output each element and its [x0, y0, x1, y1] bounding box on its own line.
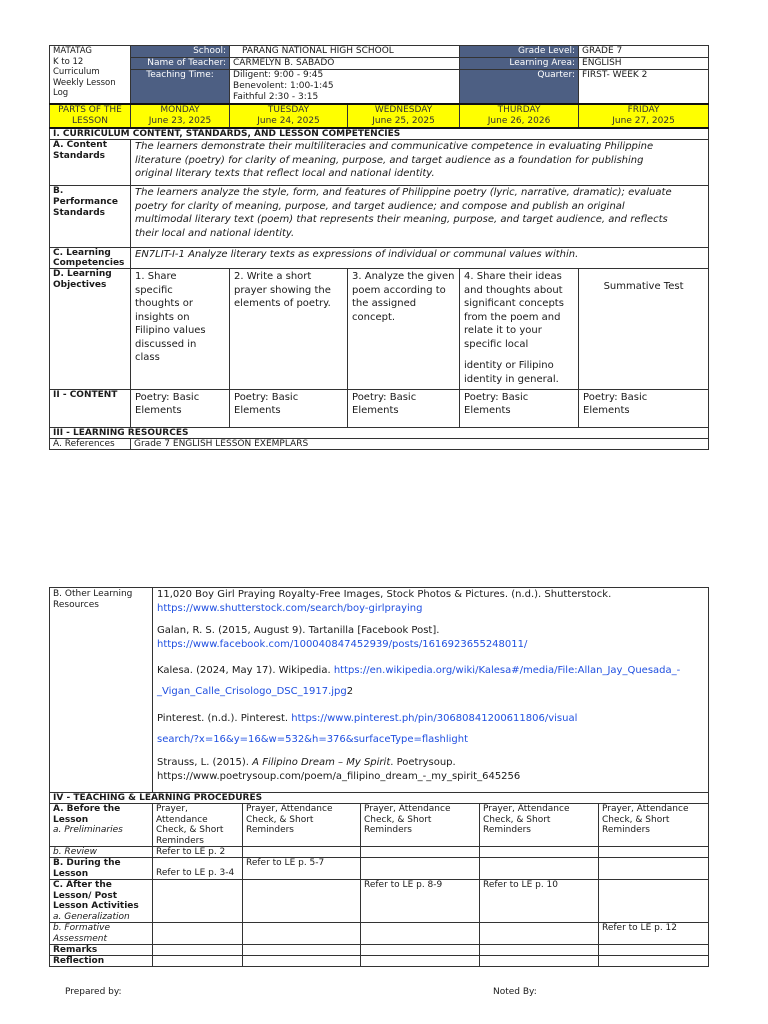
- form-wednesday: [361, 923, 480, 945]
- obj-line: elements of poetry.: [234, 298, 331, 309]
- section3-title: III - LEARNING RESOURCES: [50, 428, 709, 439]
- ref-line: [157, 708, 704, 729]
- gen-wednesday: Refer to LE p. 8-9: [361, 880, 480, 923]
- obj-line: Filipino values: [135, 325, 206, 336]
- prelim-line: Prayer, Attendance: [246, 804, 333, 814]
- label-line: Objectives: [53, 280, 107, 290]
- day-date: June 27, 2025: [612, 116, 675, 126]
- cnt-line: Poetry: Basic: [583, 392, 648, 403]
- competencies-label: [50, 248, 131, 269]
- obj-line: the assigned: [352, 298, 417, 309]
- cnt-line: Poetry: Basic: [234, 392, 299, 403]
- form-friday: Refer to LE p. 12: [599, 923, 709, 945]
- parts-line: LESSON: [72, 116, 108, 126]
- review-thursday: [480, 847, 599, 858]
- during-thursday: [480, 858, 599, 880]
- prelim-tuesday: [243, 804, 361, 847]
- time-label: [131, 70, 230, 105]
- remarks-cell: [361, 945, 480, 956]
- label-line: B. During the: [53, 858, 121, 868]
- prelim-friday: [599, 804, 709, 847]
- prelim-line: Check, & Short: [602, 814, 670, 825]
- quarter-value: FIRST- WEEK 2: [579, 70, 709, 105]
- text-line: multimodal literary text (poem) that represents their meaning, purpose, and target audience, and reflects: [135, 214, 668, 225]
- review-friday: [599, 847, 709, 858]
- parts-line: PARTS OF THE: [58, 105, 122, 115]
- obj-line: 2. Write a short: [234, 271, 312, 282]
- lesson-log-table-page1: [49, 45, 709, 450]
- label-line: b. Formative: [53, 923, 110, 933]
- time-values: [230, 70, 460, 105]
- doc-label-line: MATATAG: [53, 46, 92, 56]
- remarks-cell: [599, 945, 709, 956]
- day-tuesday: [230, 104, 348, 128]
- time-line: Benevolent: 1:00-1:45: [233, 81, 334, 91]
- gen-tuesday: [243, 880, 361, 923]
- day-name: TUESDAY: [267, 105, 310, 115]
- remarks-label: Remarks: [50, 945, 153, 956]
- reflection-label: Reflection: [50, 956, 153, 967]
- competencies-text: EN7LIT-I-1 Analyze literary texts as expressions of individual or communal values within.: [131, 248, 709, 269]
- performance-standards-label: [50, 186, 131, 248]
- ref-link[interactable]: _Vigan_Calle_Crisologo_DSC_1917.jpg: [157, 686, 347, 697]
- ref-line: [157, 756, 704, 770]
- reflection-cell: [361, 956, 480, 967]
- label-line: Competencies: [53, 258, 125, 268]
- review-label: b. Review: [50, 847, 153, 858]
- prelim-line: Reminders: [156, 835, 204, 846]
- reference-entry: [157, 756, 704, 784]
- during-lesson-label: [50, 858, 153, 880]
- label-line: Lesson: [53, 868, 89, 879]
- performance-standards-text: [131, 186, 709, 248]
- label-line: A. Content: [53, 140, 107, 150]
- label-line: a. Preliminaries: [53, 825, 123, 835]
- text-line: The learners analyze the style, form, and features of Philippine poetry (lyric, narrative, dramatic); evaluate: [135, 187, 672, 198]
- content-wednesday: [348, 390, 460, 428]
- ref-text: Kalesa. (2024, May 17). Wikipedia.: [157, 665, 334, 676]
- reflection-cell: [153, 956, 243, 967]
- prelim-line: Prayer, Attendance: [483, 804, 570, 814]
- prelim-line: Prayer, Attendance: [602, 804, 689, 814]
- before-lesson-label: [50, 804, 153, 847]
- day-name: THURDAY: [497, 105, 541, 115]
- day-date: June 23, 2025: [148, 116, 212, 126]
- obj-line: specific: [135, 284, 173, 296]
- prelim-line: Check, & Short: [246, 814, 314, 825]
- day-wednesday: [348, 104, 460, 128]
- objectives-label: [50, 269, 131, 390]
- label-line: A. Before the: [53, 804, 121, 814]
- prelim-thursday: [480, 804, 599, 847]
- reference-entry: [157, 588, 704, 616]
- cnt-line: Elements: [135, 405, 182, 416]
- text-line: their local and national identity.: [135, 227, 295, 239]
- ref-text: 2: [346, 686, 354, 697]
- reflection-cell: [599, 956, 709, 967]
- during-tuesday: Refer to LE p. 5-7: [243, 858, 361, 880]
- day-date: June 25, 2025: [372, 116, 435, 126]
- ref-link[interactable]: https://www.pinterest.ph/pin/30680841200611806/visual: [291, 713, 578, 724]
- ref-link[interactable]: search/?x=16&y=16&w=532&h=376&surfaceType=flashlight: [157, 734, 469, 745]
- prelim-line: Reminders: [246, 825, 294, 835]
- form-thursday: [480, 923, 599, 945]
- remarks-cell: [153, 945, 243, 956]
- day-name: WEDNESDAY: [374, 105, 433, 115]
- text-line: poetry for clarity of meaning, purpose, and target audience; and compose and publish an original: [135, 200, 625, 212]
- prelim-line: Reminders: [483, 825, 531, 835]
- text-line: literature (poetry) for clarity of meaning, purpose, and target audience as a foundation for publishing: [135, 154, 644, 166]
- references-value: Grade 7 ENGLISH LESSON EXEMPLARS: [131, 439, 709, 450]
- day-date: June 26, 2026: [487, 116, 551, 126]
- label-line: a. Generalization: [53, 911, 130, 922]
- content-standards-label: [50, 140, 131, 186]
- obj-line: insights on: [135, 311, 190, 323]
- during-friday: [599, 858, 709, 880]
- text-line: The learners demonstrate their multiliteracies and communicative competence in evaluating Philippine: [135, 141, 654, 152]
- cnt-line: Elements: [583, 405, 630, 416]
- day-date: June 24, 2025: [257, 116, 320, 126]
- ref-link[interactable]: https://en.wikipedia.org/wiki/Kalesa#/media/File:Allan_Jay_Quesada_-: [333, 665, 681, 676]
- ref-line: [157, 660, 704, 681]
- obj-line: and thoughts about: [464, 284, 563, 296]
- school-value: PARANG NATIONAL HIGH SCHOOL: [230, 46, 460, 58]
- obj-line: discussed in: [135, 338, 197, 350]
- objective-wednesday: [348, 269, 460, 390]
- cnt-line: Poetry: Basic: [464, 392, 529, 403]
- reference-entry: [157, 660, 704, 702]
- ref-text: 11,020 Boy Girl Praying Royalty-Free Images, Stock Photos & Pictures. (n.d.). Shutterstock.: [157, 589, 612, 600]
- obj-line: thoughts or: [135, 298, 193, 309]
- during-text: Refer to LE p. 3-4: [156, 868, 235, 878]
- obj-line: poem according to: [352, 284, 446, 296]
- content-friday: [579, 390, 709, 428]
- content-standards-text: [131, 140, 709, 186]
- day-name: MONDAY: [160, 105, 200, 115]
- remarks-cell: [480, 945, 599, 956]
- prelim-line: Check, & Short: [156, 825, 224, 835]
- label-line: Lesson/ Post: [53, 890, 118, 901]
- label-line: Assessment: [53, 933, 107, 944]
- prelim-line: Check, & Short: [364, 814, 432, 825]
- ref-title: A Filipino Dream – My Spirit: [252, 757, 391, 768]
- cnt-line: Poetry: Basic: [135, 392, 200, 403]
- doc-label-line: Weekly Lesson: [53, 77, 116, 88]
- label-line: Standards: [53, 208, 106, 218]
- quarter-label: Quarter:: [460, 70, 579, 105]
- ref-link[interactable]: https://www.shutterstock.com/search/boy-girlpraying: [157, 603, 423, 614]
- doc-label-line: Log: [53, 88, 69, 98]
- label-line: D. Learning: [53, 269, 112, 279]
- obj-line: class: [135, 352, 160, 363]
- obj-line: relate it to your: [464, 325, 542, 336]
- doc-label: [50, 46, 131, 105]
- label-line: Resources: [53, 600, 99, 610]
- obj-line: 1. Share: [135, 271, 177, 282]
- area-value: ENGLISH: [579, 58, 709, 70]
- during-monday: [153, 858, 243, 880]
- time-line: Diligent: 9:00 - 9:45: [233, 70, 324, 80]
- section2-title: II - CONTENT: [50, 390, 131, 428]
- prelim-line: Check, & Short: [483, 814, 551, 825]
- time-line: Faithful 2:30 - 3:15: [233, 92, 319, 102]
- objective-thursday: [460, 269, 579, 390]
- obj-line: significant concepts: [464, 298, 564, 309]
- reference-entry: [157, 708, 704, 750]
- parts-header: [50, 104, 131, 128]
- label-line: B. Performance: [53, 186, 118, 207]
- text-line: original literary texts that reflect local and national identity.: [135, 168, 435, 179]
- prelim-wednesday: [361, 804, 480, 847]
- prelim-line: Prayer, Attendance: [364, 804, 451, 814]
- reference-entry: [157, 624, 704, 652]
- ref-line: [157, 681, 704, 702]
- form-tuesday: [243, 923, 361, 945]
- prepared-by-label: Prepared by:: [65, 987, 122, 997]
- gen-friday: [599, 880, 709, 923]
- other-resources-list: [153, 588, 709, 793]
- ref-link[interactable]: https://www.facebook.com/100040847452939/posts/1616923655248011/: [157, 639, 528, 650]
- prelim-line: Reminders: [364, 825, 412, 835]
- remarks-cell: [243, 945, 361, 956]
- doc-label-line: Curriculum: [53, 67, 100, 77]
- teacher-label: Name of Teacher:: [131, 58, 230, 70]
- label-line: Standards: [53, 151, 106, 161]
- grade-value: GRADE 7: [579, 46, 709, 58]
- obj-line: from the poem and: [464, 311, 561, 323]
- during-wednesday: [361, 858, 480, 880]
- obj-line: identity in general.: [464, 373, 559, 385]
- content-tuesday: [230, 390, 348, 428]
- objective-friday: [579, 269, 709, 390]
- time-label-text: Teaching Time:: [146, 70, 214, 80]
- other-resources-label: [50, 588, 153, 793]
- cnt-line: Elements: [234, 405, 281, 416]
- prelim-monday: [153, 804, 243, 847]
- noted-by-label: Noted By:: [493, 987, 537, 997]
- doc-label-line: K to 12: [53, 56, 84, 67]
- cnt-line: Elements: [464, 405, 511, 416]
- obj-line: concept.: [352, 311, 396, 323]
- ref-text: Pinterest. (n.d.). Pinterest.: [157, 713, 292, 724]
- label-line: Lesson: [53, 814, 89, 825]
- gen-monday: [153, 880, 243, 923]
- day-name: FRIDAY: [627, 105, 660, 115]
- review-tuesday: [243, 847, 361, 858]
- grade-label: Grade Level:: [460, 46, 579, 58]
- label-line: B. Other Learning: [53, 589, 133, 599]
- content-monday: [131, 390, 230, 428]
- ref-link[interactable]: https://www.poetrysoup.com/poem/a_filipino_dream_-_my_spirit_645256: [157, 771, 521, 782]
- school-label: School:: [131, 46, 230, 58]
- review-monday: Refer to LE p. 2: [153, 847, 243, 858]
- gen-thursday: Refer to LE p. 10: [480, 880, 599, 923]
- objective-monday: [131, 269, 230, 390]
- formative-label: [50, 923, 153, 945]
- day-thursday: [460, 104, 579, 128]
- prelim-line: Attendance: [156, 814, 208, 825]
- obj-line: 4. Share their ideas: [464, 271, 562, 282]
- label-line: C. After the: [53, 880, 112, 890]
- references-label: A. References: [50, 439, 131, 450]
- obj-line: identity or Filipino: [464, 360, 554, 371]
- obj-line: specific local: [464, 338, 529, 350]
- prelim-line: Prayer,: [156, 804, 188, 814]
- review-wednesday: [361, 847, 480, 858]
- obj-line: 3. Analyze the given: [352, 271, 455, 282]
- reflection-cell: [243, 956, 361, 967]
- cnt-line: Poetry: Basic: [352, 392, 417, 403]
- content-thursday: [460, 390, 579, 428]
- ref-text: . Poetrysoup.: [390, 757, 456, 768]
- teacher-value: CARMELYN B. SABADO: [230, 58, 460, 70]
- area-label: Learning Area:: [460, 58, 579, 70]
- section1-title: I. CURRICULUM CONTENT, STANDARDS, AND LESSON COMPETENCIES: [50, 128, 709, 140]
- ref-text: Strauss, L. (2015).: [157, 757, 253, 768]
- cnt-line: Elements: [352, 405, 399, 416]
- ref-text: Galan, R. S. (2015, August 9). Tartanilla [Facebook Post].: [157, 625, 440, 636]
- prelim-line: Reminders: [602, 825, 650, 835]
- lesson-log-table-page2: [49, 587, 709, 967]
- objective-tuesday: [230, 269, 348, 390]
- label-line: C. Learning: [53, 248, 111, 258]
- section4-title: IV - TEACHING & LEARNING PROCEDURES: [50, 793, 709, 804]
- reflection-cell: [480, 956, 599, 967]
- after-lesson-label: [50, 880, 153, 923]
- form-monday: [153, 923, 243, 945]
- obj-friday-text: Summative Test: [603, 281, 684, 292]
- day-monday: [131, 104, 230, 128]
- obj-line: prayer showing the: [234, 284, 331, 296]
- day-friday: [579, 104, 709, 128]
- label-line: Lesson Activities: [53, 901, 139, 911]
